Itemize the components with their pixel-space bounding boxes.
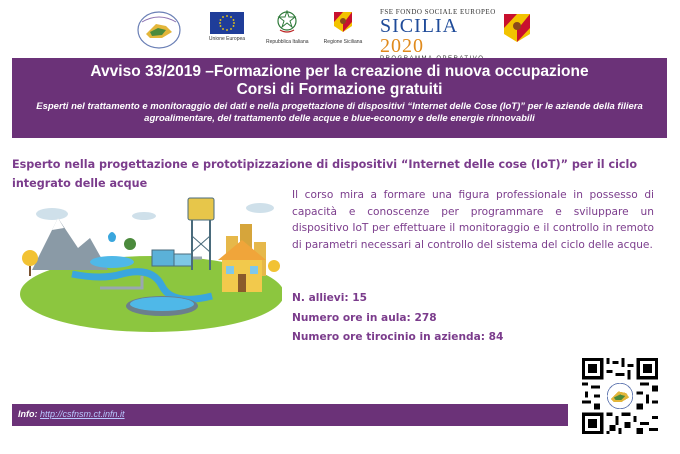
fse-sicilia: SICILIA bbox=[380, 15, 457, 37]
water-cycle-illustration bbox=[12, 196, 282, 336]
fse-sicilia-2020-logo bbox=[380, 8, 498, 62]
course-stats bbox=[292, 289, 503, 348]
csfnsm-logo-icon bbox=[136, 10, 182, 50]
footer-info-bar bbox=[12, 404, 568, 426]
footer-info-label: Info: bbox=[18, 409, 38, 419]
sicily-caption: Regione Siciliana bbox=[323, 39, 363, 45]
qr-code-icon[interactable] bbox=[582, 358, 658, 434]
italy-caption: Repubblica Italiana bbox=[266, 39, 309, 45]
fse-year: 2020 bbox=[380, 35, 424, 57]
trinacria-icon bbox=[502, 12, 532, 44]
italy-emblem-icon bbox=[276, 10, 298, 34]
banner-title: Avviso 33/2019 –Formazione per la creazione di nuova occupazione bbox=[90, 63, 589, 80]
stat-classroom-hours: Numero ore in aula: 278 bbox=[292, 311, 437, 324]
eu-flag-icon bbox=[210, 12, 244, 34]
course-description: Il corso mira a formare una figura professionale in possesso di capacità e conoscenze per programmare e sviluppare un dispositivo IoT per effettuare il monitoraggio e il controllo in remoto di parametri necessari al controllo del sistema del ciclo delle acque. bbox=[292, 189, 654, 251]
banner-description: Esperti nel trattamento e monitoraggio dei dati e nella progettazione di dispositivi “Internet delle Cose (IoT)” per le aziende della filiera agroalimentare, del trattamento delle acque e blue-economy e delle energie rinnovabili bbox=[36, 101, 643, 124]
sicily-emblem-icon bbox=[332, 10, 354, 34]
sicily-logo bbox=[322, 10, 364, 45]
stat-students: N. allievi: 15 bbox=[292, 292, 368, 304]
logo-strip bbox=[0, 8, 680, 57]
italy-logo bbox=[266, 10, 308, 45]
eu-logo bbox=[207, 12, 247, 42]
banner-subtitle: Corsi di Formazione gratuiti bbox=[236, 81, 443, 98]
eu-caption: Unione Europea bbox=[208, 36, 246, 42]
info-link[interactable]: http://csfnsm.ct.infn.it bbox=[40, 409, 125, 419]
stat-internship-hours: Numero ore tirocinio in azienda: 84 bbox=[292, 331, 504, 343]
fse-top-text: FSE FONDO SOCIALE EUROPEO bbox=[380, 8, 496, 16]
course-title: Esperto nella progettazione e prototipizzazione di dispositivi “Internet delle cose (IoT)” per il ciclo integrato delle acque bbox=[12, 158, 638, 190]
header-banner bbox=[12, 58, 667, 138]
fse-main-text bbox=[380, 16, 498, 56]
